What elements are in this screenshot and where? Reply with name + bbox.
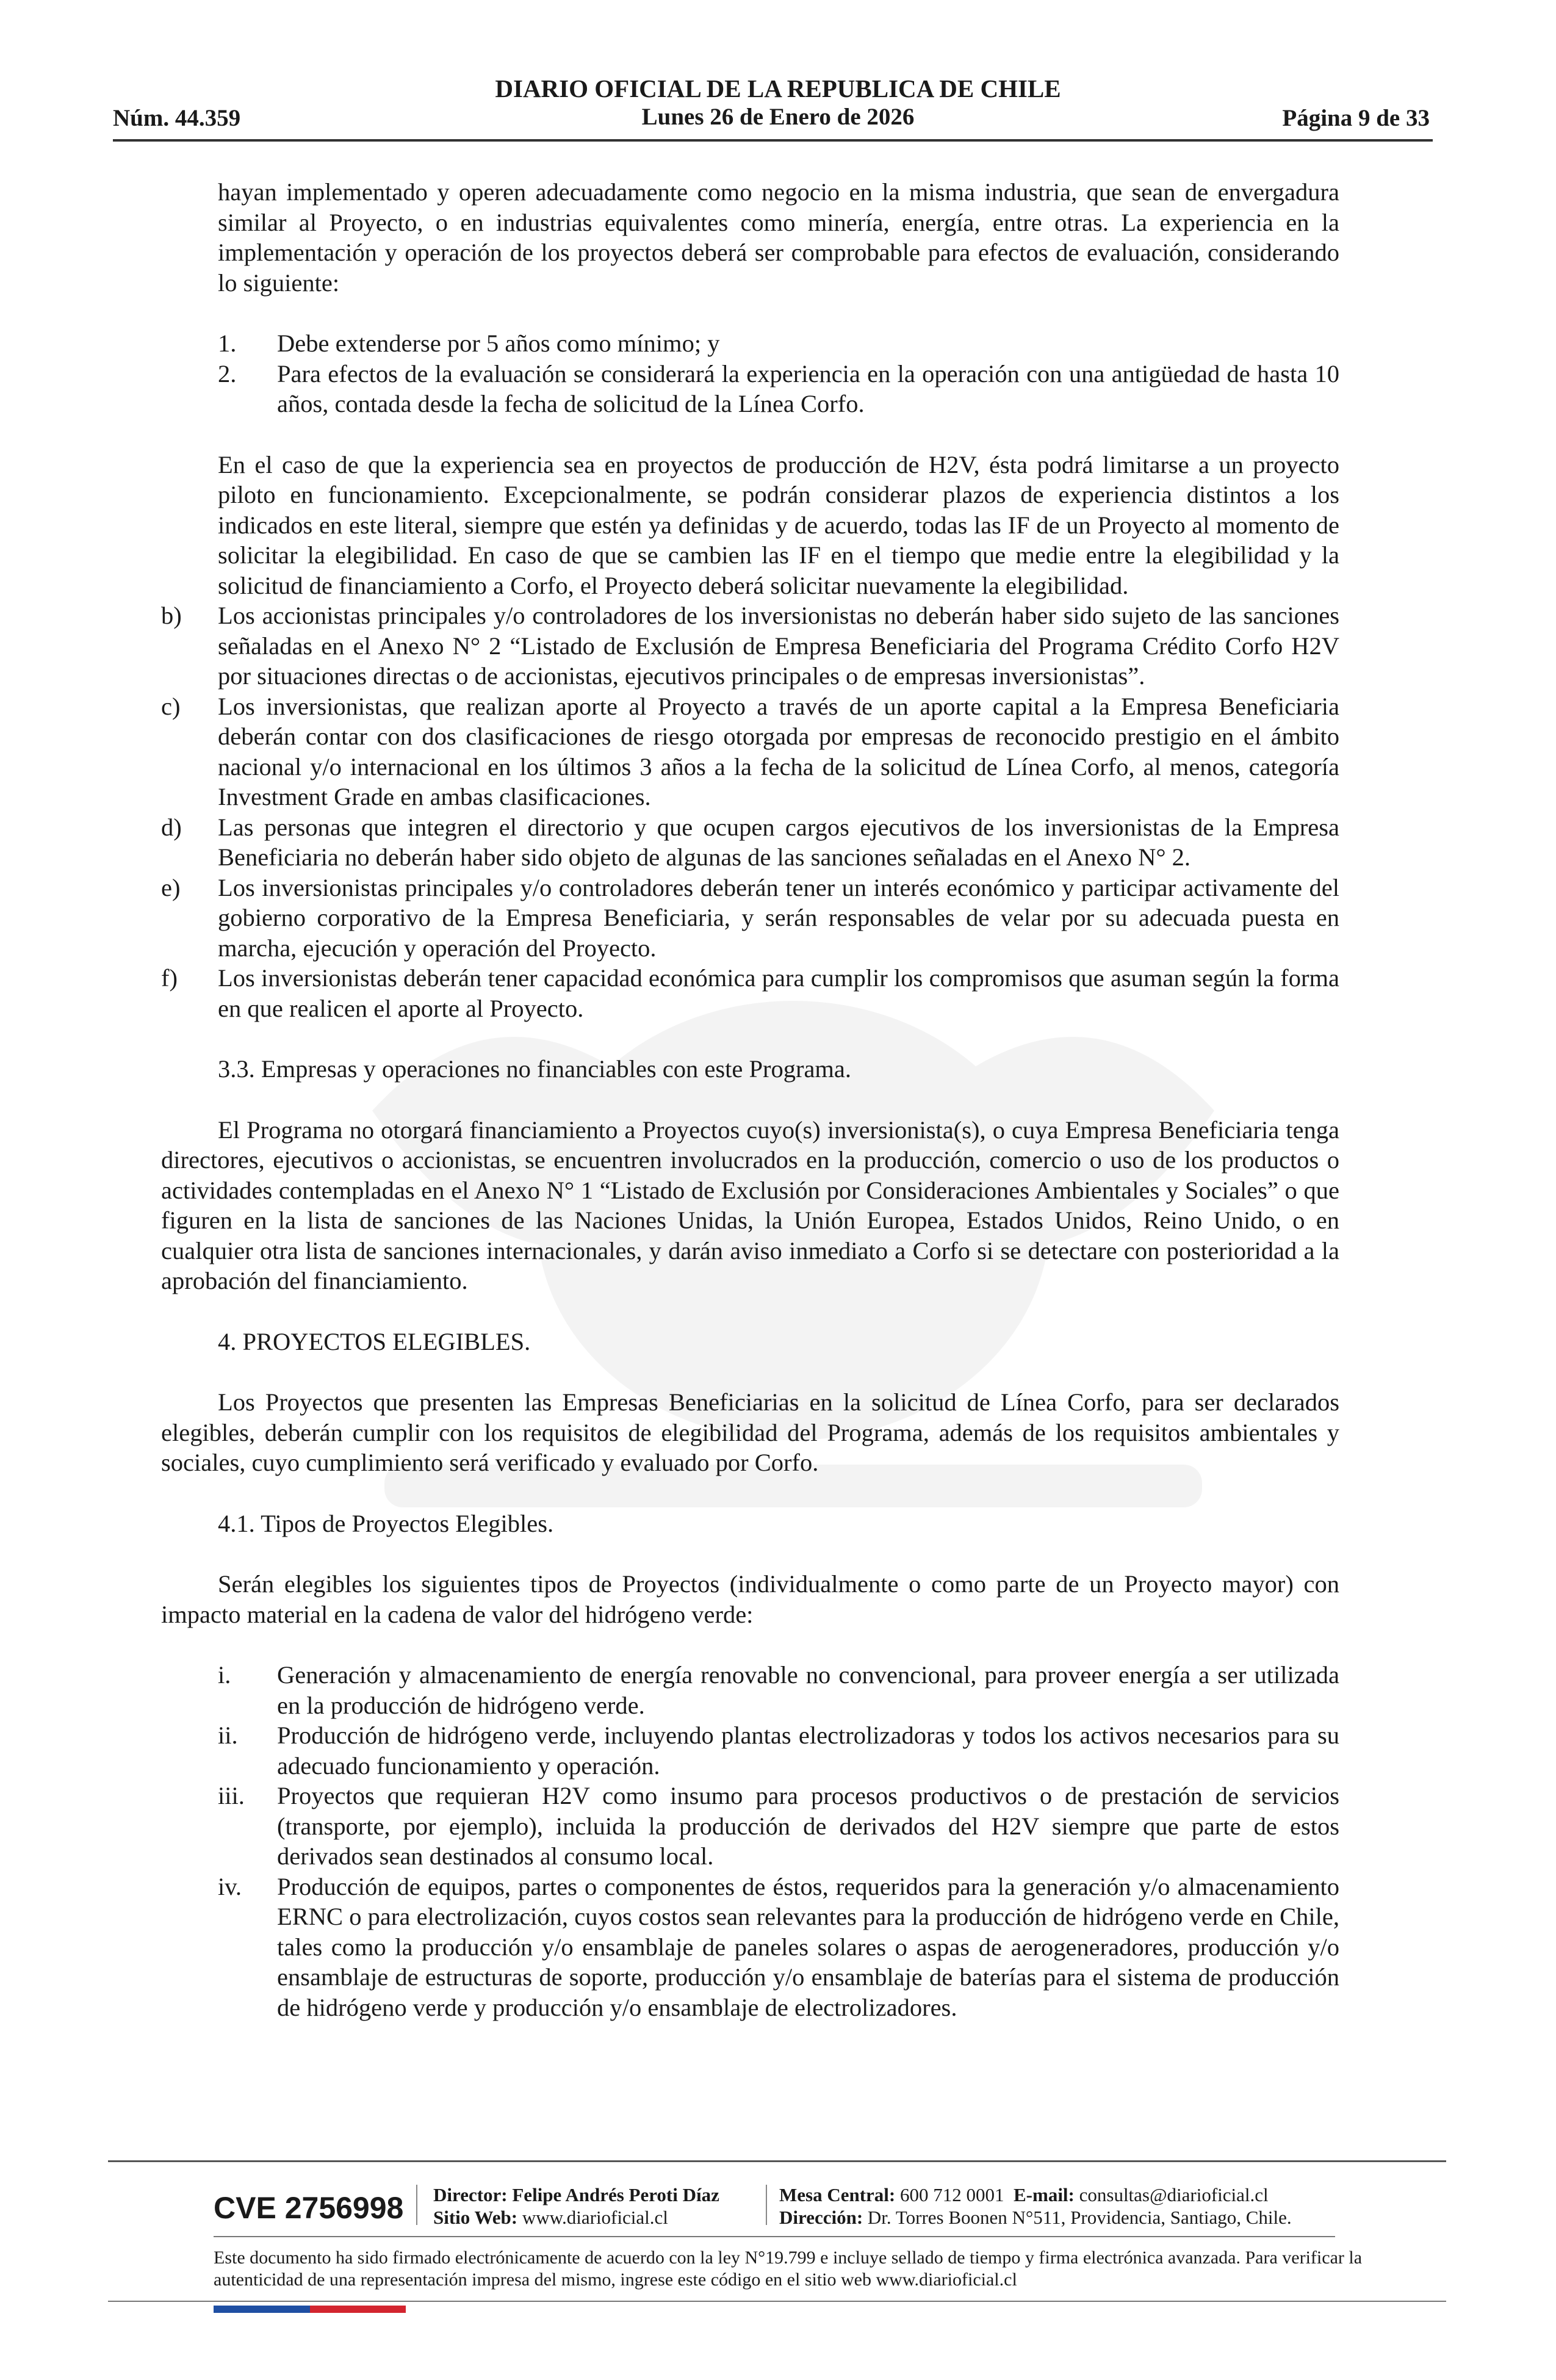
paragraph: hayan implementado y operen adecuadamente como negocio en la misma industria, que sean de envergadura similar al Proyecto, o en industrias equivalentes como minería, energía, entre otras. La experiencia en la implementación y operación de los proyectos deberá ser comprobable para efectos de evaluación, considerando lo siguiente: <box>218 178 1339 297</box>
paragraph: Serán elegibles los siguientes tipos de Proyectos (individualmente o como parte de un Proyecto mayor) con impacto material en la cadena de valor del hidrógeno verde: <box>161 1570 1339 1628</box>
roman-item <box>218 1781 1339 1872</box>
list-item-text: Los accionistas principales y/o controladores de los inversionistas no deberán haber sido sujeto de las sanciones señaladas en el Anexo N° 2 “Listado de Exclusión de Empresa Beneficiaria del Programa Crédito Corfo H2V por situaciones directas o de accionistas, ejecutivos principales o de empresas inversionistas”. <box>218 602 1339 690</box>
list-item-text: Generación y almacenamiento de energía renovable no convencional, para proveer energía a ser utilizada en la producción de hidrógeno verde. <box>277 1661 1339 1719</box>
numbered-item <box>218 328 1339 359</box>
paragraph: Los Proyectos que presenten las Empresas Beneficiarias en la solicitud de Línea Corfo, para ser declarados elegibles, deberán cumplir con los requisitos de elegibilidad del Programa, además de los requisitos ambientales y sociales, cuyo cumplimiento será verificado y evaluado por Corfo. <box>161 1388 1339 1476</box>
address: Dr. Torres Boonen N°511, Providencia, Santiago, Chile. <box>867 2207 1292 2228</box>
roman-item <box>218 1660 1339 1720</box>
footer-separator <box>766 2185 767 2225</box>
flag-blue-segment <box>214 2306 310 2313</box>
list-item-text: Los inversionistas principales y/o controladores deberán tener un interés económico y participar activamente del gobierno corporativo de la Empresa Beneficiaria, y serán responsables de velar por su adecuada puesta en marcha, ejecución y operación del Proyecto. <box>218 873 1339 962</box>
paragraph: El Programa no otorgará financiamiento a Proyectos cuyo(s) inversionista(s), o cuya Empresa Beneficiaria tenga directores, ejecutivos o accionistas, se encuentren involucrados en la producción, comercio o uso de los productos o actividades contempladas en el Anexo N° 1 “Listado de Exclusión por Consideraciones Ambientales y Sociales” o que figuren en la lista de sanciones de las Naciones Unidas, la Unión Europea, Estados Unidos, Reino Unido, o en cualquier otra lista de sanciones internacionales, y darán aviso inmediato a Corfo si se detectare con posterioridad a la aprobación del financiamiento. <box>161 1116 1339 1294</box>
list-marker: b) <box>161 602 182 629</box>
lettered-item <box>161 873 1339 964</box>
page-indicator: Página 9 de 33 <box>1282 105 1430 131</box>
lettered-item <box>161 600 1339 691</box>
list-item-text: Debe extenderse por 5 años como mínimo; y <box>277 330 720 357</box>
page-footer <box>0 2160 1556 2380</box>
header-divider <box>113 139 1433 142</box>
lettered-item <box>161 963 1339 1023</box>
document-body <box>161 177 1339 2118</box>
list-marker: ii. <box>218 1722 238 1749</box>
section-heading: 3.3. Empresas y operaciones no financiables con este Programa. <box>218 1055 852 1083</box>
list-marker: c) <box>161 692 181 720</box>
gazette-title: DIARIO OFICIAL DE LA REPUBLICA DE CHILE <box>495 74 1061 103</box>
director-label: Director: <box>433 2184 508 2205</box>
list-item-text: Proyectos que requieran H2V como insumo para procesos productivos o de prestación de servicios (transporte, por ejemplo), incluida la producción de derivados del H2V siempre que parte de estos derivados sean destinados al consumo local. <box>277 1782 1339 1870</box>
flag-red-segment <box>310 2306 406 2313</box>
footer-contact-block <box>779 2183 1292 2229</box>
website-link[interactable]: www.diarioficial.cl <box>522 2207 668 2228</box>
phone-number: 600 712 0001 <box>900 2184 1004 2205</box>
list-marker: i. <box>218 1661 231 1689</box>
director-name: Felipe Andrés Peroti Díaz <box>512 2184 719 2205</box>
section-heading: 4.1. Tipos de Proyectos Elegibles. <box>218 1509 554 1537</box>
web-label: Sitio Web: <box>433 2207 518 2228</box>
flag-stripe <box>214 2306 406 2313</box>
cve-code: CVE 2756998 <box>214 2191 404 2225</box>
issue-number: Núm. 44.359 <box>113 105 241 131</box>
footer-divider <box>108 2160 1446 2162</box>
page-header <box>0 0 1556 146</box>
list-marker: e) <box>161 873 181 901</box>
email-label: E-mail: <box>1014 2184 1075 2205</box>
list-item-text: Las personas que integren el directorio y que ocupen cargos ejecutivos de los inversionistas de la Empresa Beneficiaria no deberán haber sido objeto de algunas de las sanciones señaladas en el Anexo N° 2. <box>218 813 1339 871</box>
list-marker: iii. <box>218 1782 245 1809</box>
email-link[interactable]: consultas@diarioficial.cl <box>1079 2184 1269 2205</box>
list-item-text: Los inversionistas, que realizan aporte al Proyecto a través de un aporte capital a la Empresa Beneficiaria deberán contar con dos clasificaciones de riesgo otorgada por empresas de reconocido prestigio en el ámbito nacional y/o internacional en los últimos 3 años a la fecha de la solicitud de Línea Corfo, al menos, categoría Investment Grade en ambas clasificaciones. <box>218 692 1339 810</box>
paragraph: En el caso de que la experiencia sea en proyectos de producción de H2V, ésta podrá limitarse a un proyecto piloto en funcionamiento. Excepcionalmente, se podrán considerar plazos de experiencia distintos a los indicados en este literal, siempre que estén ya definidas y de acuerdo, todas las IF de un Proyecto al momento de solicitar la elegibilidad. En caso de que se cambien las IF en el tiempo que medie entre la elegibilidad y la solicitud de financiamiento a Corfo, el Proyecto deberá solicitar nuevamente la elegibilidad. <box>218 450 1339 599</box>
issue-date: Lunes 26 de Enero de 2026 <box>641 104 915 130</box>
footer-director-block <box>433 2183 719 2229</box>
roman-item <box>218 1720 1339 1781</box>
list-marker: iv. <box>218 1872 242 1900</box>
roman-item <box>218 1872 1339 2023</box>
footer-divider <box>214 2236 1335 2237</box>
footer-divider <box>108 2301 1446 2302</box>
list-item-text: Para efectos de la evaluación se considerará la experiencia en la operación con una antigüedad de hasta 10 años, contada desde la fecha de solicitud de la Línea Corfo. <box>277 359 1339 417</box>
lettered-item <box>161 812 1339 873</box>
list-item-text: Los inversionistas deberán tener capacidad económica para cumplir los compromisos que asuman según la forma en que realicen el aporte al Proyecto. <box>218 964 1339 1022</box>
list-item-text: Producción de equipos, partes o componentes de éstos, requeridos para la generación y/o almacenamiento ERNC o para electrolización, cuyos costos sean relevantes para la producción de hidrógeno verde en Chile, tales como la producción y/o ensamblaje de paneles solares o aspas de aerogeneradores, producción y/o ensamblaje de estructuras de soporte, producción y/o ensamblaje de baterías para el sistema de producción de hidrógeno verde y producción y/o ensamblaje de electrolizadores. <box>277 1872 1339 2021</box>
list-item-text: Producción de hidrógeno verde, incluyendo plantas electrolizadoras y todos los activos necesarios para su adecuado funcionamiento y operación. <box>277 1722 1339 1780</box>
list-marker: f) <box>161 964 178 992</box>
mesa-label: Mesa Central: <box>779 2184 896 2205</box>
list-marker: 1. <box>218 330 237 357</box>
footer-separator <box>416 2185 417 2225</box>
address-label: Dirección: <box>779 2207 863 2228</box>
section-heading: 4. PROYECTOS ELEGIBLES. <box>218 1327 531 1355</box>
list-marker: d) <box>161 813 182 841</box>
list-marker: 2. <box>218 359 237 388</box>
lettered-item <box>161 691 1339 812</box>
legal-notice: Este documento ha sido firmado electrónicamente de acuerdo con la ley N°19.799 e incluye sellado de tiempo y firma electrónica avanzada. Para verificar la autenticidad de una representación impresa del mismo, ingrese este código en el sitio web www.diarioficial.cl <box>214 2248 1363 2290</box>
numbered-item <box>218 359 1339 419</box>
